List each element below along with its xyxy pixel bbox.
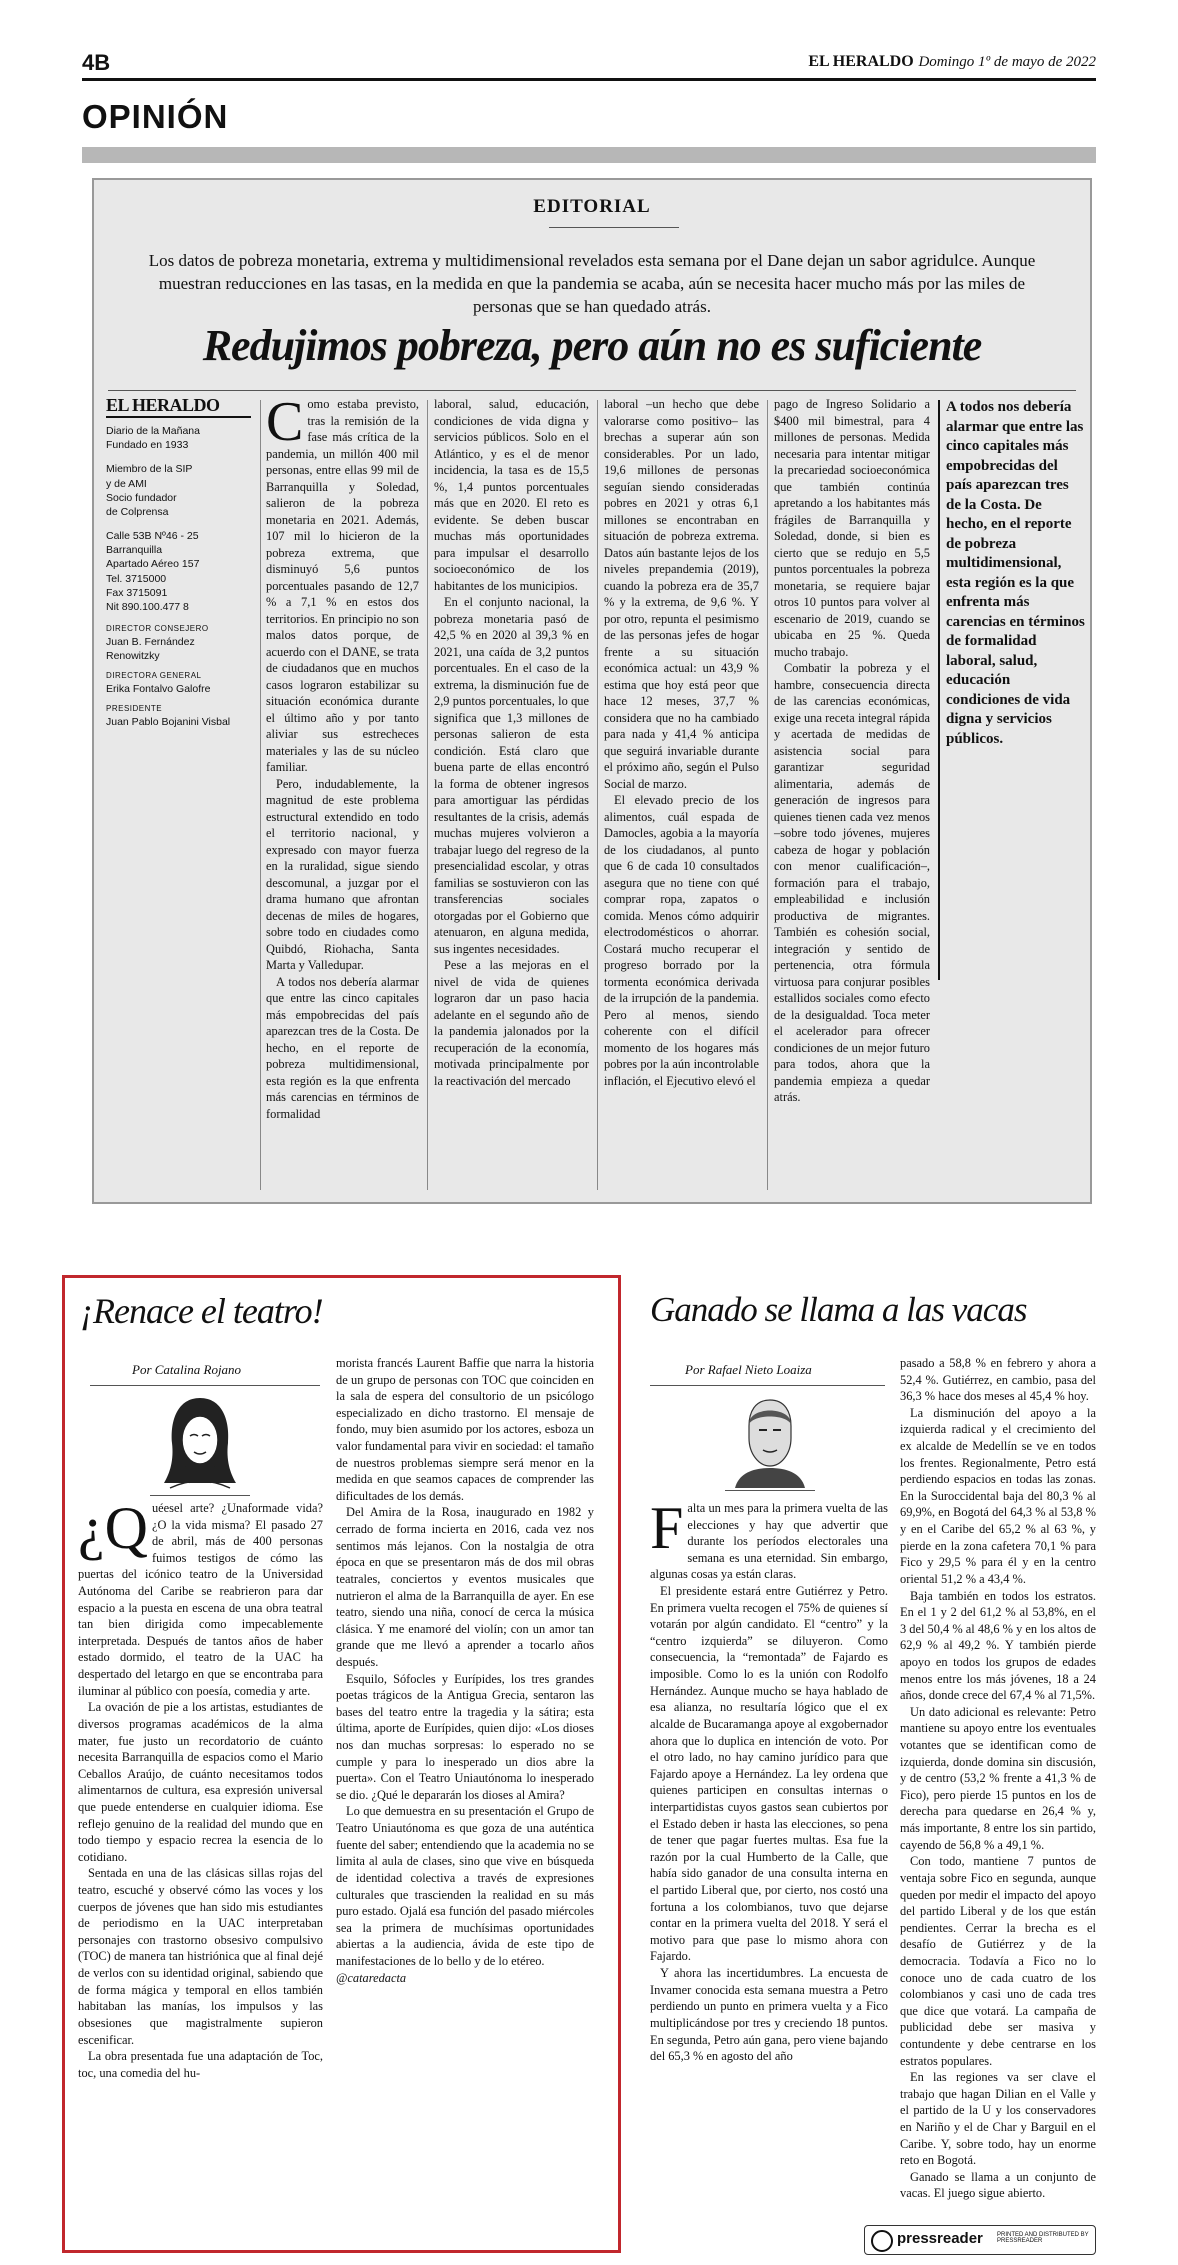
editorial-lead: Los datos de pobreza monetaria, extrema y multidimensional revelados esta semana por el Dane dejan un sabor agridulce. Aunque muestran reducciones en las tasas, en la medida en que la pandemia se acaba, aún se necesita hacer mucho más por las miles de personas que se han quedado atrás. [148, 251, 1036, 316]
kicker-underline [549, 227, 679, 228]
paragraph: Combatir la pobreza y el hambre, consecuencia directa de las carencias económicas, exige una receta integral rápida y acertada de medidas de asistencia social para garantizar seguridad alimentaria, además de generación de ingresos para quienes tienen cada vez menos –sobre todo jóvenes, mujeres cabeza de hogar y población con menor cualificación–, formación para el trabajo, empleabilidad e inclusión productiva de migrantes. También es cohesión social, integración y sentido de pertenencia, otra fórmula virtuosa para conjurar posibles estallidos sociales como efecto de la desigualdad. Toca meter el acelerador para ofrecer condiciones de un mejor futuro para todos, ahora que la pandemia empieza a quedar atrás. [774, 661, 930, 1104]
general-director-name: Erika Fontalvo Galofre [106, 683, 211, 695]
paragraph: La ovación de pie a los artistas, estudiantes de diversos programas académicos de la alma mater, fue justo un recordatorio de cuánto necesita Barranquilla de espacios como el Mario Ceballos Araújo, de cuánto necesitamos todos alimentarnos de cultura, esa expresión universal que puede entenderse en cualquier idioma. Ese reflejo genuino de la realidad del mundo que en todo tiempo y espacio recrea la esencia de lo cotidiano. [78, 1700, 323, 1864]
vacas-byline: Por Rafael Nieto Loaiza [685, 1362, 812, 1377]
pull-quote: A todos nos debería alarmar que entre las cinco capitales más empobrecidas del país aparezcan tres de la Costa. De hecho, en el reporte de pobreza multidimensional, esta región es la que enfrenta más carencias en términos de formalidad laboral, salud, educación condiciones de vida digna y servicios públicos. [946, 399, 1085, 747]
editorial-box [92, 178, 1092, 1204]
teatro-headline: ¡Renace el teatro! [80, 1291, 323, 1331]
masthead [808, 52, 1096, 71]
column-divider [427, 400, 428, 1190]
header-rule [82, 78, 1096, 81]
paragraph: Y ahora las incertidumbres. La encuesta de Invamer conocida esta semana muestra a Petro perdiendo un punto en primera vuelta y a Fico multiplicándose por tres y creciendo 18 puntos. En segunda, Petro aún gana, pero viene bajando del 65,3 % en agosto del año [650, 1966, 888, 2064]
paragraph: laboral, salud, educación, condiciones de vida digna y servicios públicos. Solo en el Atlántico, y es el de menor incidencia, la tasa es de 15,5 %, 1,4 puntos porcentuales más que en 2020. El reto es evidente. Se deben buscar muchas más oportunidades para impulsar el desarrollo socioeconómico de los habitantes de los municipios. [434, 397, 589, 593]
pressreader-label: pressreader [897, 2230, 983, 2247]
paragraph: En el conjunto nacional, la pobreza monetaria pasó de 42,5 % en 2020 al 39,3 % en 2021, una caída de 3,2 puntos porcentuales. En el caso de la extrema, la disminución fue de 2,9 puntos porcentuales, lo que significa que 1,3 millones de personas salieron de esta condición. Está claro que buena parte de ellas encontró la forma de obtener ingresos para amortiguar las pérdidas resultantes de la crisis, además muchas mujeres volvieron a trabajar luego del regreso de la presencialidad escolar, y otras familias se sostuvieron con las transferencias sociales otorgadas por el Gobierno que atenuaron, en alguna medida, sus ingentes necesidades. [434, 595, 589, 956]
paragraph: El elevado precio de los alimentos, cuál espada de Damocles, agobia a la mayoría de los ciudadanos, al punto que 6 de cada 10 consultados asegura que no tiene con qué comprar ropa, zapatos o comida. Menos cómo adquirir electrodomésticos o ahorrar. Costará mucho recuperar el progreso borrado por la tormenta económica derivada de la irrupción de la pandemia. Pero al menos, siendo coherente con el difícil momento de los hogares más pobres por la aún incontrolable inflación, el Ejecutivo elevó el [604, 793, 759, 1088]
pressreader-fineprint: PRINTED AND DISTRIBUTED BY PRESSREADER [997, 2232, 1089, 2244]
paragraph: A todos nos debería alarmar que entre las cinco capitales más empobrecidas del país aparezcan tres de la Costa. De hecho, en el reporte de pobreza multidimensional, esta región es la que enfrenta más carencias en términos de formalidad [266, 974, 419, 1121]
paragraph: La disminución del apoyo a la izquierda radical y el crecimiento del ex alcalde de Medellín se ve en todos los frentes. Regionalmente, Petro está perdiendo espacios en todas las zonas. En la Suroccidental baja del 80,3 % al 69,9%, en Bogotá del 64,3 % al 53,8 % y en el Caribe del 65,2 % al 63 %, y pierde en la zona cafetera 70,1 % para Fico y 29,5 % para él y en la centro oriental 51,2 % a 43,4 %. [900, 1405, 1096, 1586]
sidebar-address: Calle 53B Nº46 - 25 Barranquilla Apartado Aéreo 157 Tel. 3715000 Fax 3715091 Nit 890.100.477 8 [106, 530, 200, 613]
paragraph: omo estaba previsto, tras la remisión de la fase más crítica de la pandemia, un millón 400 mil personas, entre ellas 99 mil de Barranquilla y Soledad, salieron de la pobreza monetaria en 2021. Además, 107 mil lo hicieron de la pobreza extrema, que disminuyó 5,6 puntos porcentuales pasando de 12,7 % a 7,1 % en estos dos territorios. En principio no son malos datos porque, de acuerdo con el DANE, se trata de ciudadanos que en muchos casos lograron estabilizar su situación económica durante el último año y por tanto aliviar sus estrecheces materiales y las de su núcleo familiar. [266, 397, 419, 774]
editorial-rule [108, 390, 1076, 391]
portrait-rule [150, 1495, 250, 1496]
paragraph: La obra presentada fue una adaptación de Toc, toc, una comedia del hu- [78, 2049, 323, 2080]
paragraph: Baja también en todos los estratos. En el 1 y 2 del 61,2 % al 53,8%, en el 3 del 50,4 % al 48,6 % y en los altos de 62,9 % al 49,2 %. Y también pierde apoyo en todos los grupos de edades menos entre los más jóvenes, 18 a 24 años, donde crece del 67,4 % al 71,5%. [900, 1588, 1096, 1703]
pressreader-badge [864, 2225, 1096, 2255]
section-title: OPINIÓN [82, 98, 229, 135]
paragraph: pasado a 58,8 % en febrero y ahora a 52,4 %. Gutiérrez, en cambio, pasa del 36,3 % hace dos meses al 45,4 % hoy. [900, 1356, 1096, 1404]
president-name: Juan Pablo Bojanini Visbal [106, 715, 231, 728]
page-number: 4B [82, 50, 111, 75]
paragraph: morista francés Laurent Baffie que narra la historia de un grupo de personas con TOC que coinciden en la sala de espera del consultorio de un psicólogo especializado en dicho trastorno. El mensaje de fondo, muy bien asumido por los actores, esboza un valor fundamental para vivir en sociedad: el tamaño de nuestros problemas siempre será menor en la medida en que seamos capaces de comprender las dificultades de los demás. [336, 1356, 594, 1503]
teatro-byline: Por Catalina Rojano [132, 1362, 242, 1377]
paragraph: Un dato adicional es relevante: Petro mantiene su apoyo entre los eventuales votantes que se identifican como de izquierda, donde domina sin discusión, y de centro (53,2 % frente a 41,3 % de Fico), pero pierde 15 puntos en los de derecha para quedarse en 26,4 % y, más importante, 8 entre los sin partido, cayendo de 56,8 % a 49,1 %. [900, 1704, 1096, 1852]
editorial-headline: Redujimos pobreza, pero aún no es suficiente [202, 321, 982, 370]
masthead-sidebar [106, 395, 251, 737]
paragraph: uéesel arte? ¿Unaformade vida? ¿O la vida misma? El pasado 27 de abril, más de 400 personas fuimos testigos de cómo las puertas del icónico teatro de la Universidad Autónoma del Caribe se reabrieron para dar espacio a la puesta en escena de una obra teatral tan bien dirigida como impecablemente interpretada. Después de tantos años de haber estado dormido, el teatro de la UAC ha despertado del letargo en que se encontraba para iluminar al público con poesía, comedia y arte. [78, 1501, 323, 1698]
masthead-paper: EL HERALDO [808, 53, 914, 70]
teatro-column-1 [78, 1495, 323, 2081]
editorial-column-2 [434, 396, 589, 1089]
paragraph: Pero, indudablemente, la magnitud de este problema estructural extendido en todo el territorio nacional, y expresado con mayor fuerza en la ruralidad, sigue siendo descomunal, a juzgar por el drama humano que afrontan decenas de miles de hogares, sobre todo en ciudades como Quibdó, Riohacha, Santa Marta y Valledupar. [266, 776, 419, 972]
column-divider [260, 400, 261, 1190]
portrait-rule [725, 1490, 815, 1491]
byline-rule [650, 1385, 885, 1386]
editorial-kicker: EDITORIAL [533, 196, 651, 217]
director-name: Juan B. Fernández Renowitzky [106, 635, 195, 663]
drop-cap: ¿Q [78, 1495, 148, 1561]
column-divider [767, 400, 768, 1190]
paragraph: Esquilo, Sófocles y Eurípides, los tres grandes poetas trágicos de la Antigua Grecia, sentaron las bases del teatro entre la tragedia y la sátira; esta última, aporte de Eurípides, quien dijo: «Los dioses nos dan muchas sorpresas: lo esperado no se cumple y para lo inesperado un dios abre la puerta». Con el Teatro Uniautónoma lo inesperado se dio. ¿Qué le depararán los dioses al Amira? [336, 1671, 594, 1802]
president-caption: PRESIDENTE [106, 704, 163, 714]
paragraph: Lo que demuestra en su presentación el Grupo de Teatro Uniautónoma es que goza de una auténtica fuente del saber; entendiendo que la academia no se limita al aula de clases, sino que vive en búsqueda de identidad colectiva a través de expresiones culturales que trascienden la realidad en su más puro estado. Ojalá esa función del pasado miércoles sea la primera de muchísimas oportunidades abiertas a la audiencia, ávida de este tipo de manifestaciones de lo bello y de lo etéreo. [336, 1804, 594, 1968]
paragraph: Del Amira de la Rosa, inaugurado en 1982 y cerrado de forma incierta en 2016, cada vez nos sentimos más lejanos. Con la nostalgia de otra época en que se presentaron más de dos mil obras teatrales, conciertos y eventos musicales que nutrieron el alma de la Barranquilla de ayer. En ese teatro, siendo una niña, conocí de cerca la música clásica. Y me enamoré del violín; con un amor tan grande que me llevó a aprender a tocarlo años después. [336, 1505, 594, 1669]
columnist-portrait-photo [725, 1388, 815, 1488]
teatro-column-2 [336, 1355, 594, 1986]
editorial-column-4 [774, 396, 930, 1106]
sidebar-brand: EL HERALDO [106, 395, 251, 418]
columnist-portrait-illustration [150, 1388, 250, 1493]
paragraph: pago de Ingreso Solidario a $400 mil bimestral, para 4 millones de personas. Medida necesaria para intentar mitigar la precariedad socioeconómica que también continúa apretando a los habitantes más frágiles de Barranquilla y Soledad, donde, si bien es cierto que se redujo en 5,5 puntos porcentuales la pobreza monetaria, se requiere bajar otros 10 puntos para volver al escenario de 2019, cuando se ubicaba en 25 %. Queda mucho trabajo. [774, 397, 930, 659]
paragraph: Ganado se llama a un conjunto de vacas. El juego sigue abierto. [900, 2169, 1096, 2201]
paragraph: laboral –un hecho que debe valorarse como positivo– las brechas a superar aún son considerables. Por un lado, 19,6 millones de personas seguían siendo consideradas pobres en 2021 y otras 6,1 millones se encontraban en situación de pobreza extrema. Datos aún bastante lejos de los niveles prepandemia (2019), cuando la pobreza era de 35,7 % y la extrema, de 9,6 %. Y por otro, repunta el pesimismo de las personas jefes de hogar frente a su situación económica actual: un 43,9 % estima que hoy está peor que hace 12 meses, 37,7 % considera que no ha cambiado para nada y 41,4 % anticipa que seguirá invariable durante el próximo año, según el Pulso Social de marzo. [604, 397, 759, 791]
general-director-caption: DIRECTORA GENERAL [106, 671, 202, 681]
paragraph: alta un mes para la primera vuelta de las elecciones y hay que advertir que durante los períodos electorales una semana es una eternidad. Sin embargo, algunas cosas ya están claras. [650, 1501, 888, 1582]
pressreader-icon [871, 2230, 893, 2252]
drop-cap: C [266, 391, 304, 453]
sidebar-about: Diario de la Mañana Fundado en 1933 [106, 425, 200, 452]
paragraph: Pese a las mejoras en el nivel de vida de quienes lograron dar un paso hacia adelante en el segundo año de la pandemia jalonados por la recuperación de la economía, motivada principalmente por la reactivación del mercado [434, 958, 589, 1088]
masthead-date: Domingo 1º de mayo de 2022 [918, 54, 1096, 70]
sidebar-member: Miembro de la SIP y de AMI Socio fundador de Colprensa [106, 463, 193, 518]
section-rule [82, 147, 1096, 163]
paragraph: Con todo, mantiene 7 puntos de ventaja sobre Fico en segunda, aunque queden por medir el impacto del apoyo del partido Liberal y de los que están pendientes. Cerrar la brecha es el desafío de Gutiérrez y de la democracia. Todavía a Fico no lo conoce uno de cada cuatro de los colombianos y casi uno de cada tres que dice que votará. La campaña de publicidad debe ser masiva y contundente y debe centrarse en los estratos populares. [900, 1854, 1096, 2068]
pullquote-rule [938, 400, 940, 980]
author-handle: @cataredacta [336, 1970, 407, 1985]
paragraph: Sentada en una de las clásicas sillas rojas del teatro, escuché y observé cómo las voces y los cuerpos de jóvenes que han sido mis estudiantes de periodismo en la UAC interpretaban personajes con trastorno obsesivo compulsivo (TOC) de manera tan histriónica que al final dejé de verlos con su identidad original, sabiendo que de forma mágica y temporal en ellos también habitaban las manías, los impulsos y las obsesiones que magistralmente supieron escenificar. [78, 1866, 323, 2047]
director-caption: DIRECTOR CONSEJERO [106, 624, 209, 634]
paragraph: En las regiones va ser clave el trabajo que hagan Dilian en el Valle y el partido de la U y los conservadores en Nariño y el de Char y Barguil en el Caribe. Y, sobre todo, hay un enorme reto en Bogotá. [900, 2070, 1096, 2168]
vacas-headline: Ganado se llama a las vacas [650, 1290, 1027, 1329]
editorial-column-3 [604, 396, 759, 1089]
drop-cap: F [650, 1495, 684, 1561]
column-divider [597, 400, 598, 1190]
vacas-column-2 [900, 1355, 1096, 2202]
editorial-column-1 [266, 391, 419, 1122]
paragraph: El presidente estará entre Gutiérrez y Petro. En primera vuelta recogen el 75% de quienes sí votarán por algún candidato. El “centro” y la “centro izquierda” se diluyeron. Como consecuencia, la “remontada” de Fajardo es imposible. Como lo es la unión con Rodolfo Hernández. Aunque mucho se haya hablado de esa alianza, no resultaría lógico que el ex alcalde de Bucaramanga apoye al exgobernador ahora que lo duplica en intención de voto. Por el otro lado, no hay camino jurídico para que Fajardo apoye a Hernández. La ley ordena que quienes participen en consultas internas o interpartidistas cuyos gastos sean cubiertos por el Estado deben ir hasta las elecciones, so pena de tener que pagar fuertes multas. Esa fue la razón por la cual Humberto de la Calle, que había sido ganador de una consulta interna en el partido Liberal que, por cierto, nos costó una fortuna a los colombianos, tuvo que dejarse contar en la primera vuelta del 2018. Y será el motivo para que pase lo mismo ahora con Fajardo. [650, 1584, 888, 1964]
vacas-column-1 [650, 1495, 888, 2065]
byline-rule [90, 1385, 320, 1386]
